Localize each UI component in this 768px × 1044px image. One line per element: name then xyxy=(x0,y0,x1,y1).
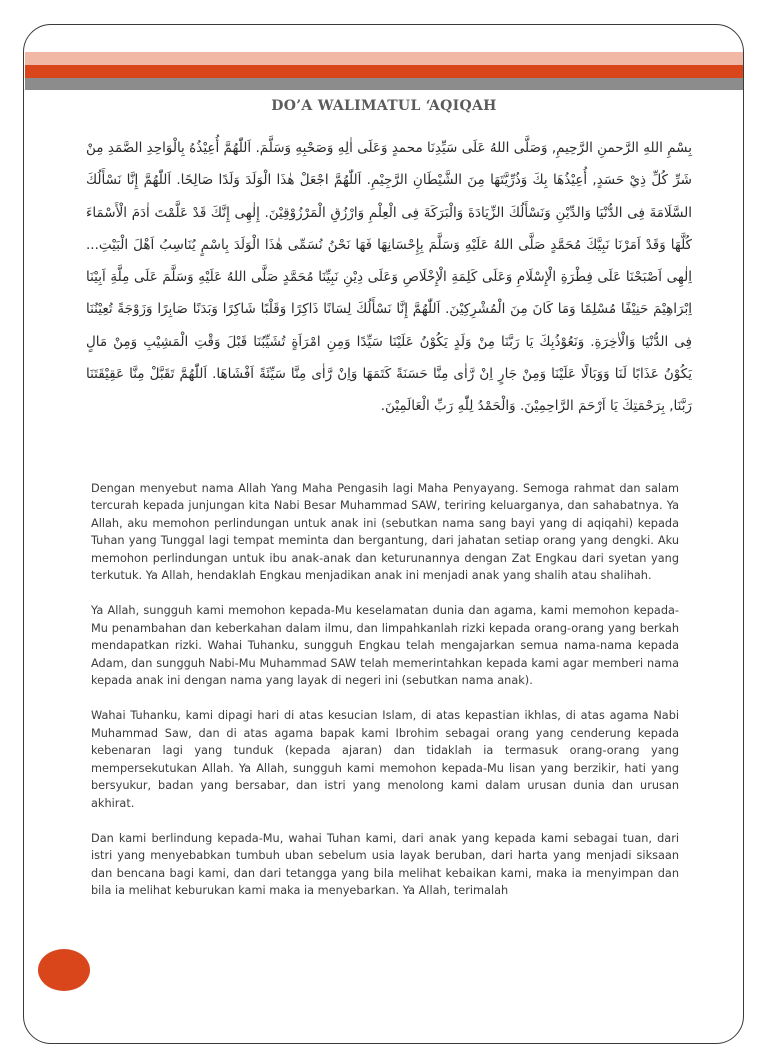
decorative-circle xyxy=(38,949,90,991)
paragraph: Ya Allah, sungguh kami memohon kepada-Mu keselamatan dunia dan agama, kami memohon kepada-Mu penambahan dan keberkahan dalam ilmu, dan limpahkanlah rizki kepada orang-orang yang berkah mendapatkan rizki. Wahai Tuhanku, sungguh Engkau telah mengajarkan semua nama-nama kepada Adam, dan sungguh Nabi-Mu Muhammad SAW telah memerintahkan kepada kami agar memberi nama kepada anak ini dengan nama yang layak di negeri ini (sebutkan nama anak). xyxy=(91,604,679,688)
paragraph: Dengan menyebut nama Allah Yang Maha Pengasih lagi Maha Penyayang. Semoga rahmat dan salam tercurah kepada junjungan kita Nabi Besar Muhammad SAW, teriring keluarganya, dan sahabatnya. Ya Allah, aku memohon perlindungan untuk anak ini (sebutkan nama sang bayi yang di aqiqahi) kepada Tuhan yang Tunggal lagi tempat meminta dan bergantung, dari jahatan setiap orang yang dengki. Aku memohon perlindungan untuk ibu anak-anak dan keturunannya dengan Zat Engkau dari syetan yang terkutuk. Ya Allah, hendaklah Engkau menjadikan anak ini menjadi anak yang shalih atau shalihah. xyxy=(91,482,679,583)
header-band-gray xyxy=(25,78,743,90)
arabic-prayer xyxy=(86,132,692,423)
paragraph: Dan kami berlindung kepada-Mu, wahai Tuhan kami, dari anak yang kepada kami sebagai tuan, dari istri yang menyebabkan tumbuh uban sebelum usia layak beruban, dari harta yang menjadi siksaan dan bencana bagi kami, dan dari tetangga yang bila melihat kebaikan kami, maka ia menyimpan dan bila ia melihat keburukan kami maka ia menyebarkan. Ya Allah, terimalah xyxy=(91,831,679,898)
document-title: DO’A WALIMATUL ‘AQIQAH xyxy=(271,98,497,114)
header-band-light xyxy=(25,52,743,65)
paragraph: Wahai Tuhanku, kami dipagi hari di atas kesucian Islam, di atas kepastian ikhlas, di atas agama Nabi Muhammad Saw, dan di atas agama bapak kami Ibrohim sebagai orang yang cenderung kepada kebenaran lagi yang tunduk (kepada ajaran) dan tidaklah ia termasuk orang-orang yang mempersekutukan Allah. Ya Allah, sungguh kami memohon kepada-Mu lisan yang berzikir, hati yang bersyukur, badan yang bersabar, dan istri yang menolong kami dalam urusan dunia dan urusan akhirat. xyxy=(91,709,679,810)
translation-body xyxy=(91,480,679,918)
header-band-accent xyxy=(25,65,743,78)
arabic-prayer-text: بِسْمِ اللهِ الرَّحمنِ الرَّحِيمِ, وَصَلَّى اللهُ عَلَى سَيِّدِنَا محمدٍ وَعَلَى اٰلِهِ وَصَحْبِهِ وَسَلَّمَ. اَللّٰهُمَّ أُعِيْذُهُ بِالْوَاحِدِ الصَّمَدِ مِنْ شَرِّ كُلِّ ذِيْ حَسَدٍ, أُعِيْذُهَا بِكَ وَذُرِّيَّتَهَا مِنَ الشَّيْطَانِ الرَّجِيْمِ. اَللّٰهُمَّ اجْعَلْ هٰذَا الْوَلَدَ وَلَدًا صَالِحًا. اَللّٰهُمَّ إِنَّا نَسْأَلُكَ السَّلَامَةَ فِى الدُّنْيَا وَالدِّيْنِ وَنَسْأَلُكَ الزِّيَادَةَ وَالْبَرَكَةَ فِى الْعِلْمِ وَارْزُقِ الْمَرْزُوْقِيْنَ. إِلٰهِى إِنَّكَ قَدْ عَلَّمْتَ اٰدَمَ الْأَسْمَاءَ كُلَّهَا وَقَدْ اَمَرْنَا نَبِيَّكَ مُحَمَّدٍ صَلَّى اللهُ عَلَيْهِ وَسَلَّمَ بِإِحْسَانِهَا فَهَا نَحْنُ نُسَمِّى هٰذَا الْوَلَدَ بِاسْمٍ يُنَاسِبُ اَهْلَ الْبَيْتِ... اِلٰهِى اَصْبَحْنَا عَلَى فِطْرَةِ الْإِسْلَامِ وَعَلَى كَلِمَةِ الْإِخْلَاصِ وَعَلَى دِيْنِ نَبِيِّنَا مُحَمَّدٍ صَلَّى اللهُ عَلَيْهِ وَسَلَّمَ عَلَى مِلَّةِ اَبِيْنَا اِبْرَاهِيْمَ حَنِيْفًا مُسْلِمًا وَمَا كَانَ مِنَ الْمُشْرِكِيْنَ. اَللّٰهُمَّ إِنَّا نَسْأَلُكَ لِسَانًا ذَاكِرًا وَقَلْبًا شَاكِرًا وَبَدَنًا صَابِرًا وَزَوْجَةً تُعِيْنُنَا فِى الدُّنْيَا وَالْاٰخِرَةِ. وَنَعُوْذُبِكَ يَا رَبَّنَا مِنْ وَلَدٍ يَكُوْنُ عَلَيْنَا سَيِّدًا وَمِنِ امْرَاَةٍ تُشَيِّبُنَا قَبْلَ وَقْتِ الْمَشِيْبِ وَمِنْ مَالٍ يَكُوْنُ عَذَابًا لَنَا وَوَبَالًا عَلَيْنَا وَمِنْ جَارٍ اِنْ رَّاٰى مِنَّا حَسَنَةً كَتَمَهَا وَاِنْ رَّاٰى مِنَّا سَيِّئَةً اَفْشَاهَا. اَللّٰهُمَّ تَقَبَّلْ مِنَّا عَقِيْقَتَنَا رَبَّنَا, بِرَحْمَتِكَ يَا اَرْحَمَ الرَّاحِمِيْنَ. وَالْحَمْدُ لِلّٰهِ رَبِّ الْعَالَمِيْنَ. xyxy=(86,140,692,415)
